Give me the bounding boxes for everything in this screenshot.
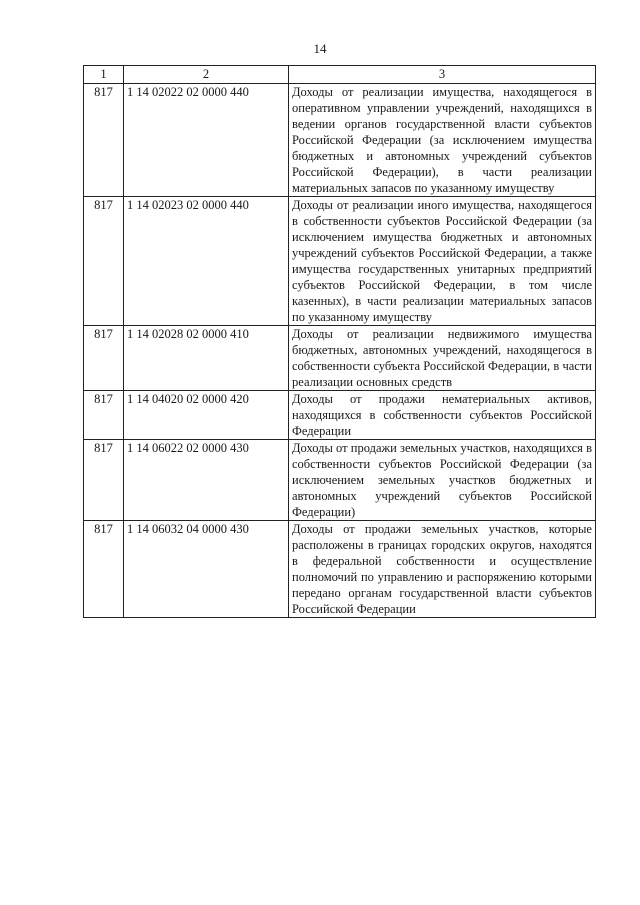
budget-classification-code: 1 14 02023 02 0000 440 (124, 197, 289, 326)
budget-classification-code: 1 14 04020 02 0000 420 (124, 391, 289, 440)
administrator-code: 817 (84, 197, 124, 326)
revenue-codes-table (83, 65, 596, 618)
column-number-1: 1 (84, 66, 124, 84)
budget-classification-code: 1 14 02028 02 0000 410 (124, 326, 289, 391)
administrator-code: 817 (84, 326, 124, 391)
administrator-code: 817 (84, 391, 124, 440)
table-row (84, 521, 596, 618)
budget-classification-code: 1 14 02022 02 0000 440 (124, 84, 289, 197)
administrator-code: 817 (84, 440, 124, 521)
budget-classification-code: 1 14 06022 02 0000 430 (124, 440, 289, 521)
budget-classification-code: 1 14 06032 04 0000 430 (124, 521, 289, 618)
revenue-description: Доходы от реализации недвижимого имущества бюджетных, автономных учреждений, находящегося в собственности субъекта Российской Федерации, в части реализации основных средств (289, 326, 596, 391)
table-row (84, 197, 596, 326)
page-number: 14 (313, 41, 327, 56)
administrator-code: 817 (84, 521, 124, 618)
table-row (84, 326, 596, 391)
administrator-code: 817 (84, 84, 124, 197)
revenue-description: Доходы от продажи нематериальных активов, находящихся в собственности субъектов Российской Федерации (289, 391, 596, 440)
table-row (84, 84, 596, 197)
revenue-description: Доходы от продажи земельных участков, которые расположены в границах городских округов, находятся в федеральной собственности и осуществление полномочий по управлению и распоряжению которыми передано органам государственной власти субъектов Российской Федерации (289, 521, 596, 618)
column-number-2: 2 (124, 66, 289, 84)
revenue-description: Доходы от реализации имущества, находящегося в оперативном управлении учреждений, находящихся в ведении органов государственной власти субъектов Российской Федерации (за исключением имущества бюджетных и автономных учреждений субъектов Российской Федерации), в части реализации материальных запасов по указанному имуществу (289, 84, 596, 197)
table-row (84, 440, 596, 521)
column-number-3: 3 (289, 66, 596, 84)
table-row (84, 391, 596, 440)
table-header-row (84, 66, 596, 84)
revenue-description: Доходы от реализации иного имущества, находящегося в собственности субъектов Российской Федерации (за исключением имущества бюджетных и автономных учреждений субъектов Российской Федерации, а также имущества государственных унитарных предприятий субъектов Российской Федерации, в том числе казенных), в части реализации материальных запасов по указанному имуществу (289, 197, 596, 326)
revenue-description: Доходы от продажи земельных участков, находящихся в собственности субъектов Российской Федерации (за исключением земельных участков бюджетных и автономных учреждений субъектов Российской Федерации) (289, 440, 596, 521)
